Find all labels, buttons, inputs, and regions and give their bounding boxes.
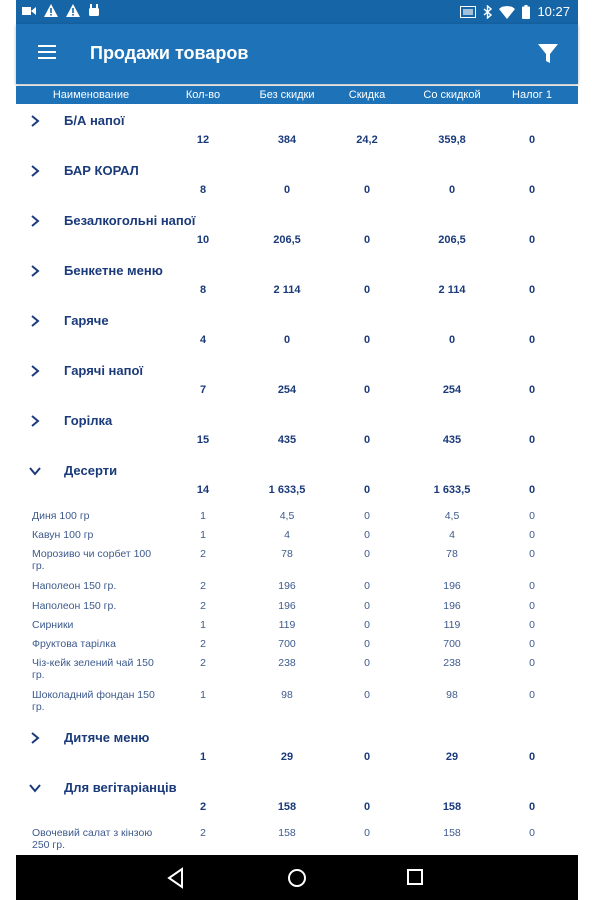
- tax-cell: 0: [528, 134, 536, 146]
- menu-button[interactable]: [38, 42, 60, 62]
- no-discount-cell: 196: [278, 599, 296, 612]
- tax-cell: 0: [529, 638, 535, 650]
- tax-cell: 0: [528, 434, 536, 446]
- item-name: Сирники: [32, 618, 74, 631]
- with-discount-cell: 119: [443, 618, 461, 631]
- discount-cell: 24,2: [356, 134, 378, 146]
- discount-cell: 0: [363, 434, 371, 446]
- qty-cell: 4: [199, 334, 207, 346]
- table-row[interactable]: [16, 600, 578, 619]
- group-row[interactable]: [16, 408, 578, 434]
- group-row[interactable]: [16, 308, 578, 334]
- chevron-right-icon[interactable]: [28, 114, 42, 128]
- group-totals-row: [16, 484, 578, 504]
- with-discount-cell: 4: [449, 529, 455, 542]
- tax-cell: 0: [528, 801, 536, 814]
- group-name: Дитяче меню: [64, 730, 150, 746]
- no-discount-cell: 119: [278, 618, 296, 631]
- group-name: Б/А напої: [64, 113, 125, 128]
- group-totals-row: [16, 384, 578, 404]
- tax-cell: 0: [529, 548, 535, 561]
- qty-cell: 2: [200, 548, 206, 561]
- menu-icon-line: [38, 57, 56, 59]
- group-row[interactable]: [16, 208, 578, 234]
- chevron-down-icon[interactable]: [28, 781, 42, 795]
- no-discount-cell: 254: [277, 384, 297, 396]
- recents-icon: [407, 869, 423, 885]
- group-name: Десерти: [64, 463, 118, 478]
- chevron-right-icon[interactable]: [28, 214, 42, 228]
- group-row[interactable]: [16, 725, 578, 751]
- item-name: Диня 100 гр: [32, 510, 90, 522]
- no-discount-cell: 206,5: [273, 234, 301, 246]
- discount-cell: 0: [363, 384, 371, 396]
- qty-cell: 10: [196, 234, 210, 246]
- no-discount-cell: 196: [278, 580, 296, 593]
- discount-cell: 0: [364, 657, 370, 670]
- with-discount-cell: 0: [448, 334, 456, 346]
- app-bar: [16, 24, 578, 84]
- tax-cell: 0: [528, 284, 536, 296]
- chevron-right-icon[interactable]: [28, 414, 42, 428]
- discount-cell: 0: [363, 484, 371, 496]
- group-name: БАР КОРАЛ: [64, 163, 139, 178]
- no-discount-cell: 158: [277, 801, 297, 814]
- no-discount-cell: 384: [277, 134, 297, 146]
- item-name: Наполеон 150 гр.: [32, 599, 117, 612]
- discount-cell: 0: [364, 529, 370, 542]
- with-discount-cell: 196: [443, 599, 461, 612]
- with-discount-cell: 196: [443, 580, 461, 593]
- qty-cell: 1: [200, 529, 206, 542]
- qty-cell: 2: [199, 801, 207, 814]
- discount-cell: 0: [363, 801, 371, 814]
- qty-cell: 2: [200, 638, 206, 650]
- discount-cell: 0: [364, 599, 370, 612]
- filter-icon: [536, 40, 560, 66]
- discount-cell: 0: [364, 510, 370, 522]
- no-discount-cell: 435: [277, 434, 297, 446]
- chevron-right-icon[interactable]: [28, 731, 42, 745]
- discount-cell: 0: [364, 638, 370, 650]
- back-button[interactable]: [166, 867, 186, 889]
- group-totals-row: [16, 434, 578, 454]
- table-row[interactable]: [16, 689, 578, 721]
- with-discount-cell: 158: [443, 827, 461, 840]
- left-margin: [0, 0, 16, 900]
- bluetooth-icon: [483, 5, 492, 19]
- no-discount-cell: 0: [283, 184, 291, 196]
- clock: 10:27: [537, 4, 570, 19]
- group-totals-row: [16, 334, 578, 354]
- chevron-right-icon[interactable]: [28, 264, 42, 278]
- group-name: Безалкогольні напої: [64, 213, 196, 228]
- qty-cell: 2: [200, 657, 206, 670]
- column-header-with-discount[interactable]: Со скидкой: [423, 89, 481, 101]
- no-discount-cell: 1 633,5: [268, 484, 306, 496]
- tax-cell: 0: [528, 484, 536, 496]
- no-discount-cell: 238: [278, 657, 296, 670]
- group-name: Для вегітаріанців: [64, 780, 177, 796]
- discount-cell: 0: [364, 548, 370, 561]
- group-row[interactable]: [16, 158, 578, 184]
- navigation-bar: [16, 855, 578, 900]
- discount-cell: 0: [364, 827, 370, 840]
- status-bar: [16, 0, 578, 24]
- group-row[interactable]: [16, 775, 578, 801]
- group-totals-row: [16, 801, 578, 821]
- qty-cell: 2: [200, 599, 206, 612]
- back-icon: [166, 867, 186, 889]
- column-header-qty[interactable]: Кол-во: [185, 89, 221, 101]
- column-header-no-discount[interactable]: Без скидки: [259, 89, 315, 101]
- item-name: Наполеон 150 гр.: [32, 580, 117, 593]
- qty-cell: 14: [196, 484, 210, 496]
- with-discount-cell: 435: [442, 434, 462, 446]
- no-discount-cell: 4: [284, 529, 290, 542]
- qty-cell: 1: [200, 618, 206, 631]
- no-discount-cell: 4,5: [279, 510, 295, 522]
- qty-cell: 8: [199, 284, 207, 296]
- with-discount-cell: 29: [445, 751, 459, 764]
- tax-cell: 0: [528, 234, 536, 246]
- qty-cell: 12: [196, 134, 210, 146]
- with-discount-cell: 98: [446, 689, 458, 702]
- group-row[interactable]: [16, 108, 578, 134]
- sales-table[interactable]: [16, 104, 578, 854]
- item-name: Морозиво чи сорбет 100 гр.: [32, 548, 152, 573]
- table-row[interactable]: [16, 529, 578, 548]
- group-totals-row: [16, 234, 578, 254]
- menu-icon-line: [38, 51, 56, 53]
- chevron-right-icon[interactable]: [28, 314, 42, 328]
- table-row[interactable]: [16, 580, 578, 599]
- tax-cell: 0: [529, 689, 535, 702]
- with-discount-cell: 359,8: [438, 134, 466, 146]
- item-name: Кавун 100 гр: [32, 529, 94, 542]
- table-row[interactable]: [16, 510, 578, 529]
- with-discount-cell: 78: [446, 548, 458, 561]
- tax-cell: 0: [529, 827, 535, 840]
- home-icon: [287, 868, 307, 888]
- item-name: Овочевий салат з кінзою 250 гр.: [32, 827, 153, 852]
- with-discount-cell: 700: [443, 638, 461, 650]
- with-discount-cell: 158: [442, 801, 462, 814]
- group-name: Гаряче: [64, 313, 109, 328]
- discount-cell: 0: [363, 334, 371, 346]
- group-totals-row: [16, 284, 578, 304]
- warning-icon: [44, 4, 58, 17]
- group-row[interactable]: [16, 258, 578, 284]
- with-discount-cell: 4,5: [444, 510, 460, 522]
- tax-cell: 0: [529, 580, 535, 593]
- with-discount-cell: 206,5: [438, 234, 466, 246]
- qty-cell: 8: [199, 184, 207, 196]
- column-header-discount[interactable]: Скидка: [348, 89, 386, 101]
- group-name: Гарячі напої: [64, 363, 144, 378]
- discount-cell: 0: [363, 184, 371, 196]
- discount-cell: 0: [364, 580, 370, 593]
- discount-cell: 0: [363, 751, 371, 764]
- no-discount-cell: 2 114: [273, 284, 301, 296]
- tax-cell: 0: [528, 384, 536, 396]
- with-discount-cell: 254: [442, 384, 462, 396]
- discount-cell: 0: [363, 284, 371, 296]
- tax-cell: 0: [529, 529, 535, 542]
- table-row[interactable]: [16, 638, 578, 657]
- warning-icon: [66, 4, 80, 17]
- with-discount-cell: 0: [448, 184, 456, 196]
- android-icon: [88, 4, 100, 17]
- menu-icon: [38, 45, 56, 47]
- column-header-tax[interactable]: Налог 1: [512, 89, 552, 101]
- group-name: Горілка: [64, 413, 113, 428]
- table-row[interactable]: [16, 657, 578, 689]
- group-totals-row: [16, 751, 578, 771]
- table-row[interactable]: [16, 827, 578, 854]
- group-totals-row: [16, 184, 578, 204]
- no-discount-cell: 700: [278, 638, 296, 650]
- with-discount-cell: 2 114: [438, 284, 466, 296]
- tax-cell: 0: [528, 751, 536, 764]
- with-discount-cell: 1 633,5: [433, 484, 471, 496]
- cast-icon: [460, 6, 476, 18]
- home-button[interactable]: [287, 868, 307, 888]
- qty-cell: 1: [199, 751, 207, 764]
- qty-cell: 2: [200, 827, 206, 840]
- group-name: Бенкетне меню: [64, 263, 163, 278]
- filter-button[interactable]: [536, 40, 560, 66]
- table-row[interactable]: [16, 619, 578, 638]
- no-discount-cell: 98: [281, 689, 293, 702]
- no-discount-cell: 78: [281, 548, 293, 561]
- item-name: Чіз-кейк зелений чай 150 гр.: [32, 657, 154, 682]
- discount-cell: 0: [364, 618, 370, 631]
- no-discount-cell: 158: [278, 827, 296, 840]
- item-name: Фруктова тарілка: [32, 638, 116, 650]
- no-discount-cell: 29: [280, 751, 294, 764]
- column-header-name[interactable]: Наименование: [52, 89, 130, 101]
- right-margin: [578, 0, 592, 900]
- tax-cell: 0: [529, 599, 535, 612]
- group-row[interactable]: [16, 358, 578, 384]
- chevron-right-icon[interactable]: [28, 164, 42, 178]
- tax-cell: 0: [529, 510, 535, 522]
- table-row[interactable]: [16, 548, 578, 580]
- qty-cell: 1: [200, 510, 206, 522]
- chevron-right-icon[interactable]: [28, 364, 42, 378]
- tax-cell: 0: [529, 618, 535, 631]
- tax-cell: 0: [529, 657, 535, 670]
- tax-cell: 0: [528, 184, 536, 196]
- page-title: Продажи товаров: [90, 43, 249, 63]
- qty-cell: 7: [199, 384, 207, 396]
- battery-icon: [522, 5, 530, 19]
- qty-cell: 15: [196, 434, 210, 446]
- wifi-icon: [499, 6, 515, 19]
- group-totals-row: [16, 134, 578, 154]
- group-row[interactable]: [16, 458, 578, 484]
- item-name: Шоколадний фондан 150 гр.: [32, 689, 155, 714]
- tax-cell: 0: [528, 334, 536, 346]
- chevron-down-icon[interactable]: [28, 464, 42, 478]
- discount-cell: 0: [363, 234, 371, 246]
- discount-cell: 0: [364, 689, 370, 702]
- table-header: [16, 86, 578, 104]
- qty-cell: 2: [200, 580, 206, 593]
- no-discount-cell: 0: [283, 334, 291, 346]
- qty-cell: 1: [200, 689, 206, 702]
- video-icon: [22, 6, 36, 16]
- recents-button[interactable]: [407, 869, 423, 885]
- with-discount-cell: 238: [443, 657, 461, 670]
